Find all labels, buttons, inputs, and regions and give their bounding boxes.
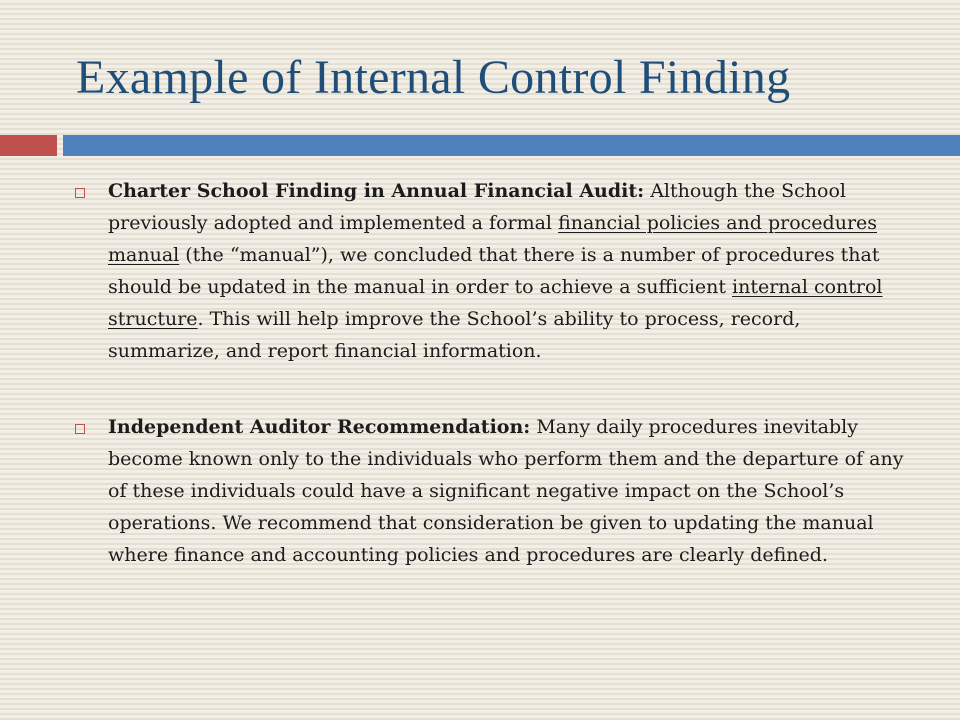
square-bullet-icon: [75, 424, 85, 434]
title-accent-bar-blue: [63, 135, 960, 156]
bullet-recommendation: [75, 411, 915, 571]
bullet-list: [75, 175, 915, 571]
underlined-term: internal control structure: [108, 276, 883, 330]
bullet-body-text: (the “manual”), we concluded that there is a number of procedures that should be updated in the manual in order to achieve a sufficient: [108, 244, 880, 298]
bullet-lead-text: Charter School Finding in Annual Financial Audit:: [108, 180, 645, 202]
bullet-body-text: Although the School previously adopted and implemented a formal: [108, 180, 847, 234]
title-accent-bar-red: [0, 135, 57, 156]
bullet-body-text: . This will help improve the School’s ability to process, record, summarize, and report financial information.: [108, 308, 801, 362]
bullet-body-text: Many daily procedures inevitably become known only to the individuals who perform them and the departure of any of these individuals could have a significant negative impact on the School’s operations. We recommend that consideration be given to updating the manual where finance and accounting policies and procedures are clearly defined.: [108, 416, 904, 566]
bullet-finding: [75, 175, 915, 367]
underlined-term: financial policies and procedures manual: [108, 212, 878, 266]
square-bullet-icon: [75, 188, 85, 198]
bullet-lead-text: Independent Auditor Recommendation:: [108, 416, 531, 438]
slide-title: Example of Internal Control Finding: [76, 51, 791, 104]
